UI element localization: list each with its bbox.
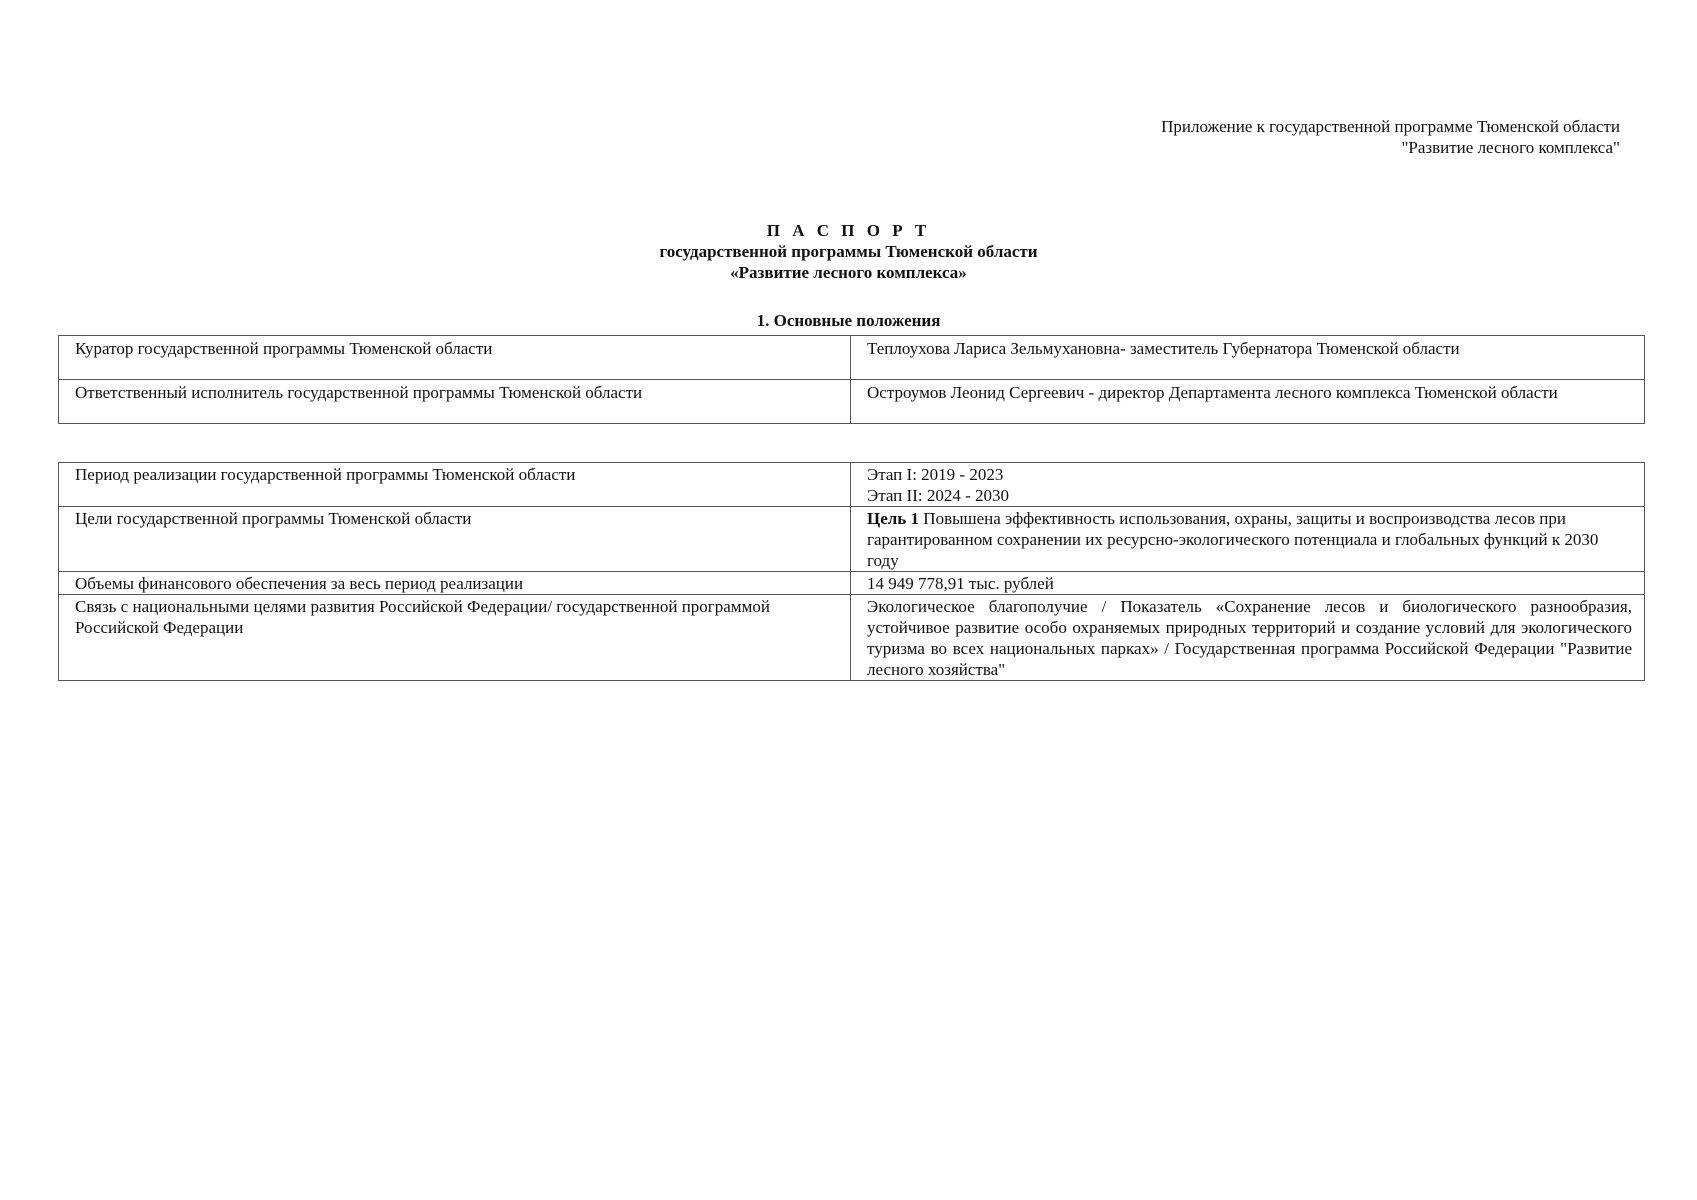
period-stage-2: Этап II: 2024 - 2030 bbox=[867, 486, 1009, 505]
appendix-line-1: Приложение к государственной программе Тюменской области bbox=[1161, 117, 1620, 136]
goal-text: Повышена эффективность использования, охраны, защиты и воспроизводства лесов при гарантированном сохранении их ресурсно-экологического потенциала и глобальных функций к 2030 году bbox=[867, 509, 1599, 570]
row-value-funding: 14 949 778,91 тыс. рублей bbox=[851, 572, 1645, 595]
period-stage-1: Этап I: 2019 - 2023 bbox=[867, 465, 1004, 484]
main-provisions-table bbox=[58, 335, 1645, 424]
title-line-3: «Развитие лесного комплекса» bbox=[730, 263, 967, 282]
section-heading: 1. Основные положения bbox=[756, 311, 941, 330]
row-value-goals bbox=[851, 507, 1645, 572]
goal-prefix: Цель 1 bbox=[867, 509, 920, 528]
table-row bbox=[59, 595, 1645, 681]
row-label-executor: Ответственный исполнитель государственной программы Тюменской области bbox=[59, 380, 851, 424]
appendix-line-2: "Развитие лесного комплекса" bbox=[1401, 138, 1620, 157]
title-heading: П А С П О Р Т bbox=[766, 221, 931, 240]
title-line-2: государственной программы Тюменской области bbox=[659, 242, 1038, 261]
table-row bbox=[59, 463, 1645, 507]
table-row bbox=[59, 572, 1645, 595]
row-label-funding: Объемы финансового обеспечения за весь период реализации bbox=[59, 572, 851, 595]
program-details-table bbox=[58, 462, 1645, 681]
appendix-note bbox=[1161, 116, 1620, 158]
row-label-curator: Куратор государственной программы Тюменской области bbox=[59, 336, 851, 380]
row-value-executor: Остроумов Леонид Сергеевич - директор Департамента лесного комплекса Тюменской области bbox=[851, 380, 1645, 424]
table-row bbox=[59, 380, 1645, 424]
row-value-period bbox=[851, 463, 1645, 507]
row-value-curator: Теплоухова Лариса Зельмухановна- заместитель Губернатора Тюменской области bbox=[851, 336, 1645, 380]
document-title bbox=[0, 220, 1697, 283]
row-label-period: Период реализации государственной программы Тюменской области bbox=[59, 463, 851, 507]
table-row bbox=[59, 336, 1645, 380]
row-value-national-goals: Экологическое благополучие / Показатель «Сохранение лесов и биологического разнообразия, устойчивое развитие особо охраняемых природных территорий и создание условий для экологического туризма во всех национальных парках» / Государственная программа Российской Федерации "Развитие лесного хозяйства" bbox=[851, 595, 1645, 681]
row-label-goals: Цели государственной программы Тюменской области bbox=[59, 507, 851, 572]
table-row bbox=[59, 507, 1645, 572]
row-label-national-goals: Связь с национальными целями развития Российской Федерации/ государственной программой Российской Федерации bbox=[59, 595, 851, 681]
